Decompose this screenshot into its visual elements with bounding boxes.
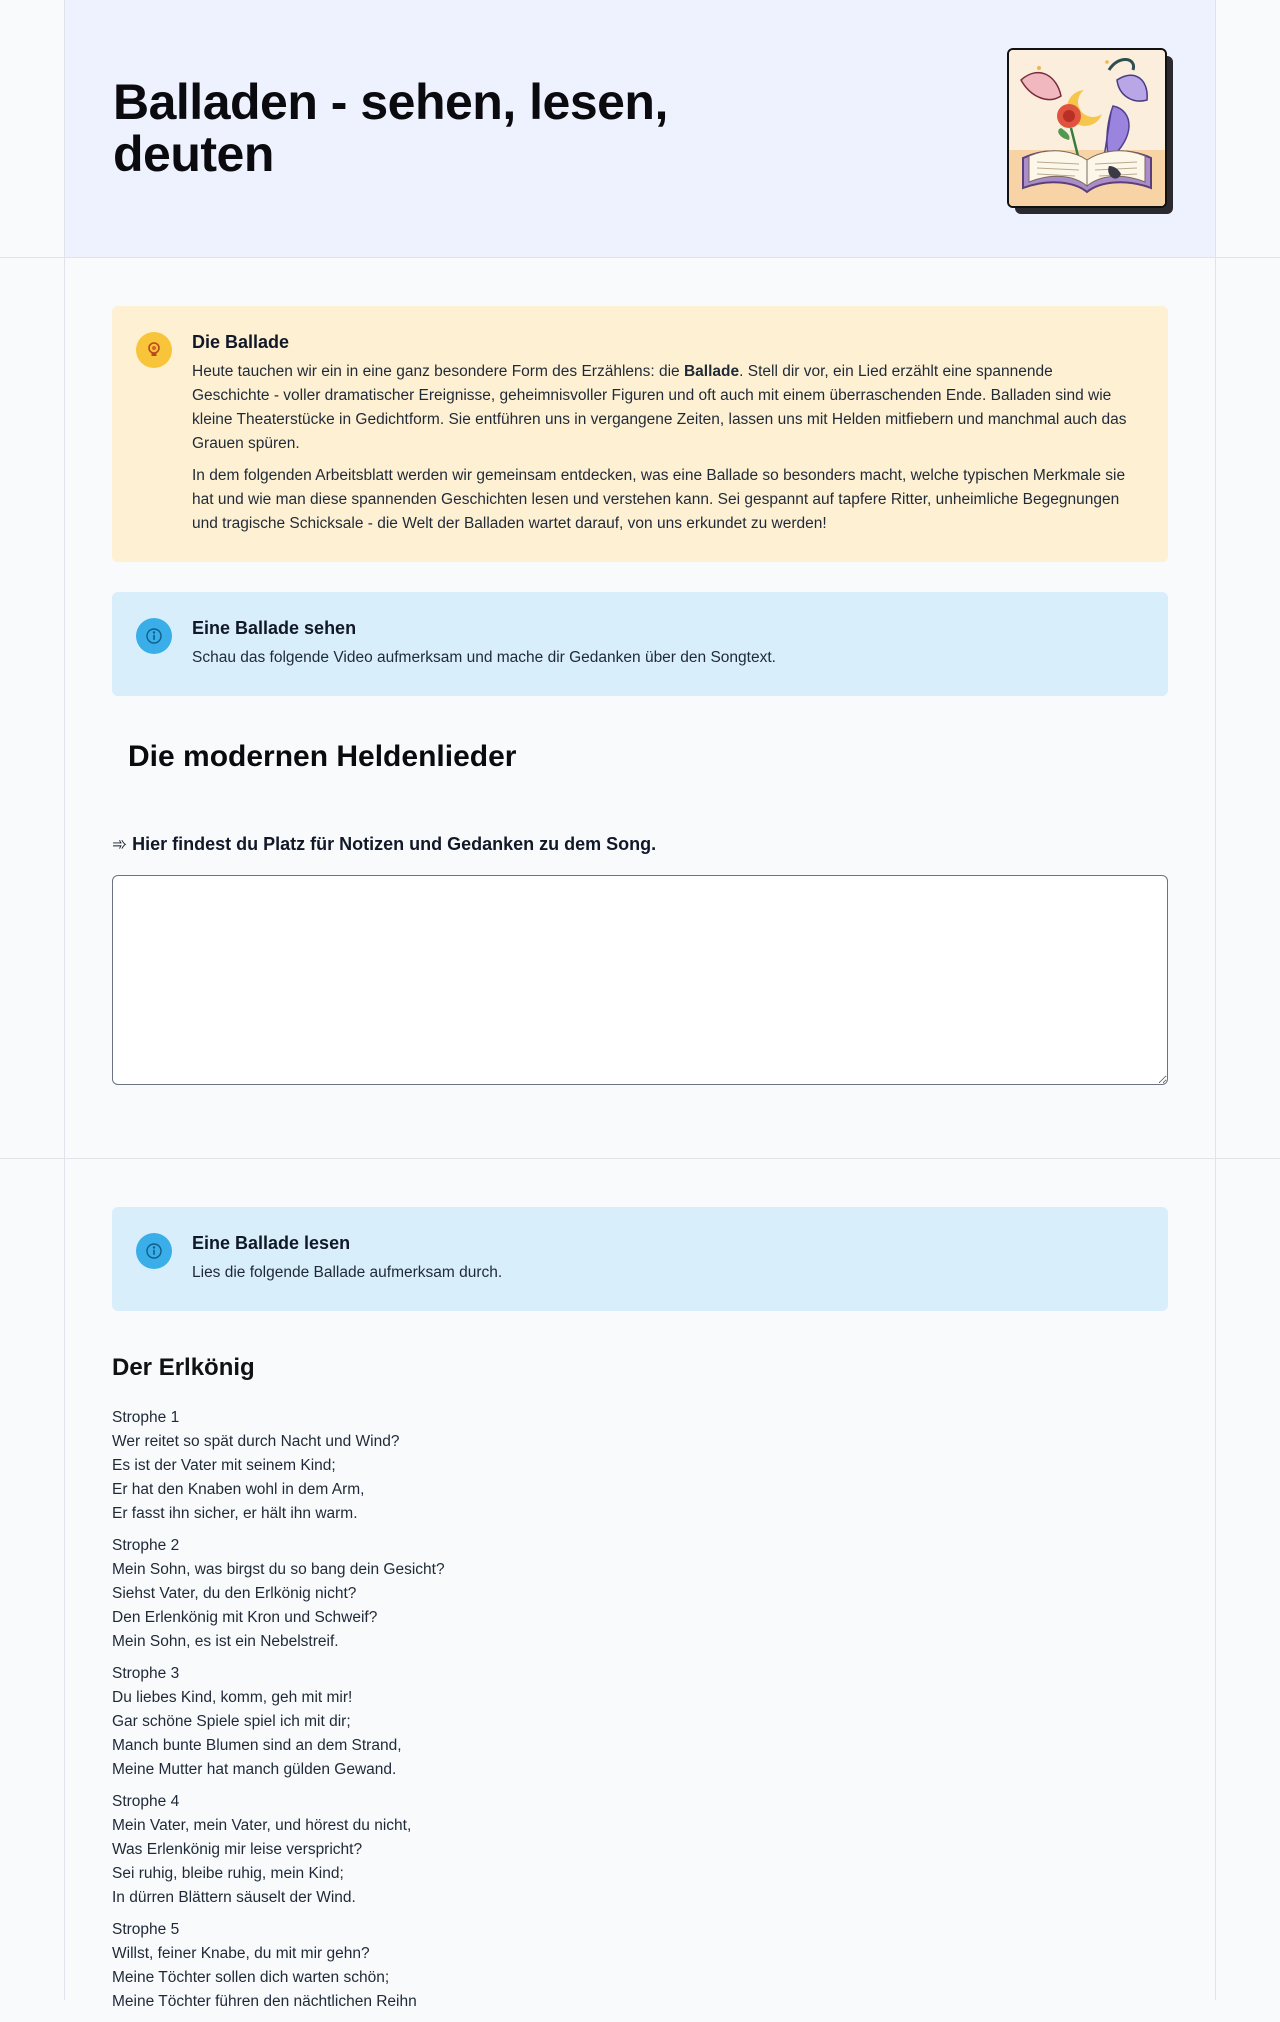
header bbox=[65, 0, 1215, 257]
stanza bbox=[112, 1662, 1012, 1782]
poem-line: Mein Sohn, es ist ein Nebelstreif. bbox=[112, 1633, 339, 1650]
divider-section bbox=[0, 1158, 1280, 1159]
poem-line: Willst, feiner Knabe, du mit mir gehn? bbox=[112, 1945, 370, 1962]
left-gutter-line bbox=[64, 0, 65, 2000]
stanza bbox=[112, 1534, 1012, 1654]
poem-line: Meine Töchter sollen dich warten schön; bbox=[112, 1969, 390, 1986]
lightbulb-icon bbox=[136, 332, 172, 368]
poem-title: Der Erlkönig bbox=[112, 1354, 255, 1381]
intro-text-end: . Stell dir vor, ein Lied erzählt eine spannende Geschichte - voller dramatischer Ereignisse, geheimnisvoller Figuren und oft auch mit einem überraschenden Ende. Balladen sind wie kleine Theaterstücke in Gedichtform. Sie entführen uns in vergangene Zeiten, lassen uns mit Helden mitfiebern und manchmal auch das Grauen spüren. bbox=[192, 363, 1127, 452]
watch-task-box bbox=[112, 592, 1168, 696]
intro-box bbox=[112, 306, 1168, 562]
poem-line: Sei ruhig, bleibe ruhig, mein Kind; bbox=[112, 1865, 344, 1882]
poem-line: In dürren Blättern säuselt der Wind. bbox=[112, 1889, 356, 1906]
poem-line: Meine Mutter hat manch gülden Gewand. bbox=[112, 1761, 397, 1778]
notes-textarea[interactable] bbox=[112, 875, 1168, 1085]
poem-line: Er hat den Knaben wohl in dem Arm, bbox=[112, 1481, 365, 1498]
stanza-label: Strophe 3 bbox=[112, 1665, 180, 1682]
watch-instruction: Schau das folgende Video aufmerksam und mache dir Gedanken über den Songtext. bbox=[192, 649, 776, 666]
notes-label: ➾ Hier findest du Platz für Notizen und Gedanken zu dem Song. bbox=[112, 834, 657, 854]
info-icon bbox=[136, 618, 172, 654]
right-gutter-line bbox=[1215, 0, 1216, 2000]
stanza bbox=[112, 1406, 1012, 1526]
read-task-box bbox=[112, 1207, 1168, 1311]
worksheet-illustration bbox=[1007, 48, 1175, 216]
poem-line: Siehst Vater, du den Erlkönig nicht? bbox=[112, 1585, 357, 1602]
divider-header bbox=[0, 257, 1280, 258]
poem-line: Manch bunte Blumen sind an dem Strand, bbox=[112, 1737, 402, 1754]
open-book-icon bbox=[1009, 50, 1165, 206]
page-title: Balladen - sehen, lesen, deuten bbox=[113, 74, 668, 182]
poem-line: Mein Sohn, was birgst du so bang dein Gesicht? bbox=[112, 1561, 445, 1578]
stanza bbox=[112, 1790, 1012, 1910]
intro-paragraph-2: In dem folgenden Arbeitsblatt werden wir gemeinsam entdecken, was eine Ballade so besonders macht, welche typischen Merkmale sie hat und wie man diese spannenden Geschichten lesen und verstehen kann. Sei gespannt auf tapfere Ritter, unheimliche Begegnungen und tragische Schicksale - die Welt der Balladen wartet darauf, von uns erkundet zu werden! bbox=[192, 467, 1126, 532]
book-illustration bbox=[1007, 48, 1167, 208]
stanza-label: Strophe 2 bbox=[112, 1537, 180, 1554]
stanza-label: Strophe 1 bbox=[112, 1409, 180, 1426]
watch-heading: Eine Ballade sehen bbox=[192, 618, 357, 638]
poem-line: Du liebes Kind, komm, geh mit mir! bbox=[112, 1689, 353, 1706]
read-instruction: Lies die folgende Ballade aufmerksam durch. bbox=[192, 1264, 503, 1281]
poem-line: Er fasst ihn sicher, er hält ihn warm. bbox=[112, 1505, 358, 1522]
intro-heading: Die Ballade bbox=[192, 332, 290, 352]
stanza-label: Strophe 4 bbox=[112, 1793, 180, 1810]
intro-text-start: Heute tauchen wir ein in eine ganz besondere Form des Erzählens: die bbox=[192, 363, 684, 380]
intro-bold-term: Ballade bbox=[683, 363, 740, 380]
poem-line: Was Erlenkönig mir leise verspricht? bbox=[112, 1841, 363, 1858]
poem-line: Wer reitet so spät durch Nacht und Wind? bbox=[112, 1433, 400, 1450]
read-heading: Eine Ballade lesen bbox=[192, 1233, 351, 1253]
info-icon bbox=[136, 1233, 172, 1269]
poem-line: Gar schöne Spiele spiel ich mit dir; bbox=[112, 1713, 351, 1730]
poem-text bbox=[112, 1406, 1012, 2022]
poem-line: Mein Vater, mein Vater, und hörest du nicht, bbox=[112, 1817, 412, 1834]
poem-line: Den Erlenkönig mit Kron und Schweif? bbox=[112, 1609, 378, 1626]
intro-paragraph-1 bbox=[192, 360, 1134, 456]
poem-line: Es ist der Vater mit seinem Kind; bbox=[112, 1457, 336, 1474]
stanza-label: Strophe 5 bbox=[112, 1921, 180, 1938]
video-title: Die modernen Heldenlieder bbox=[128, 740, 517, 773]
poem-line: Meine Töchter führen den nächtlichen Reihn bbox=[112, 1993, 417, 2010]
